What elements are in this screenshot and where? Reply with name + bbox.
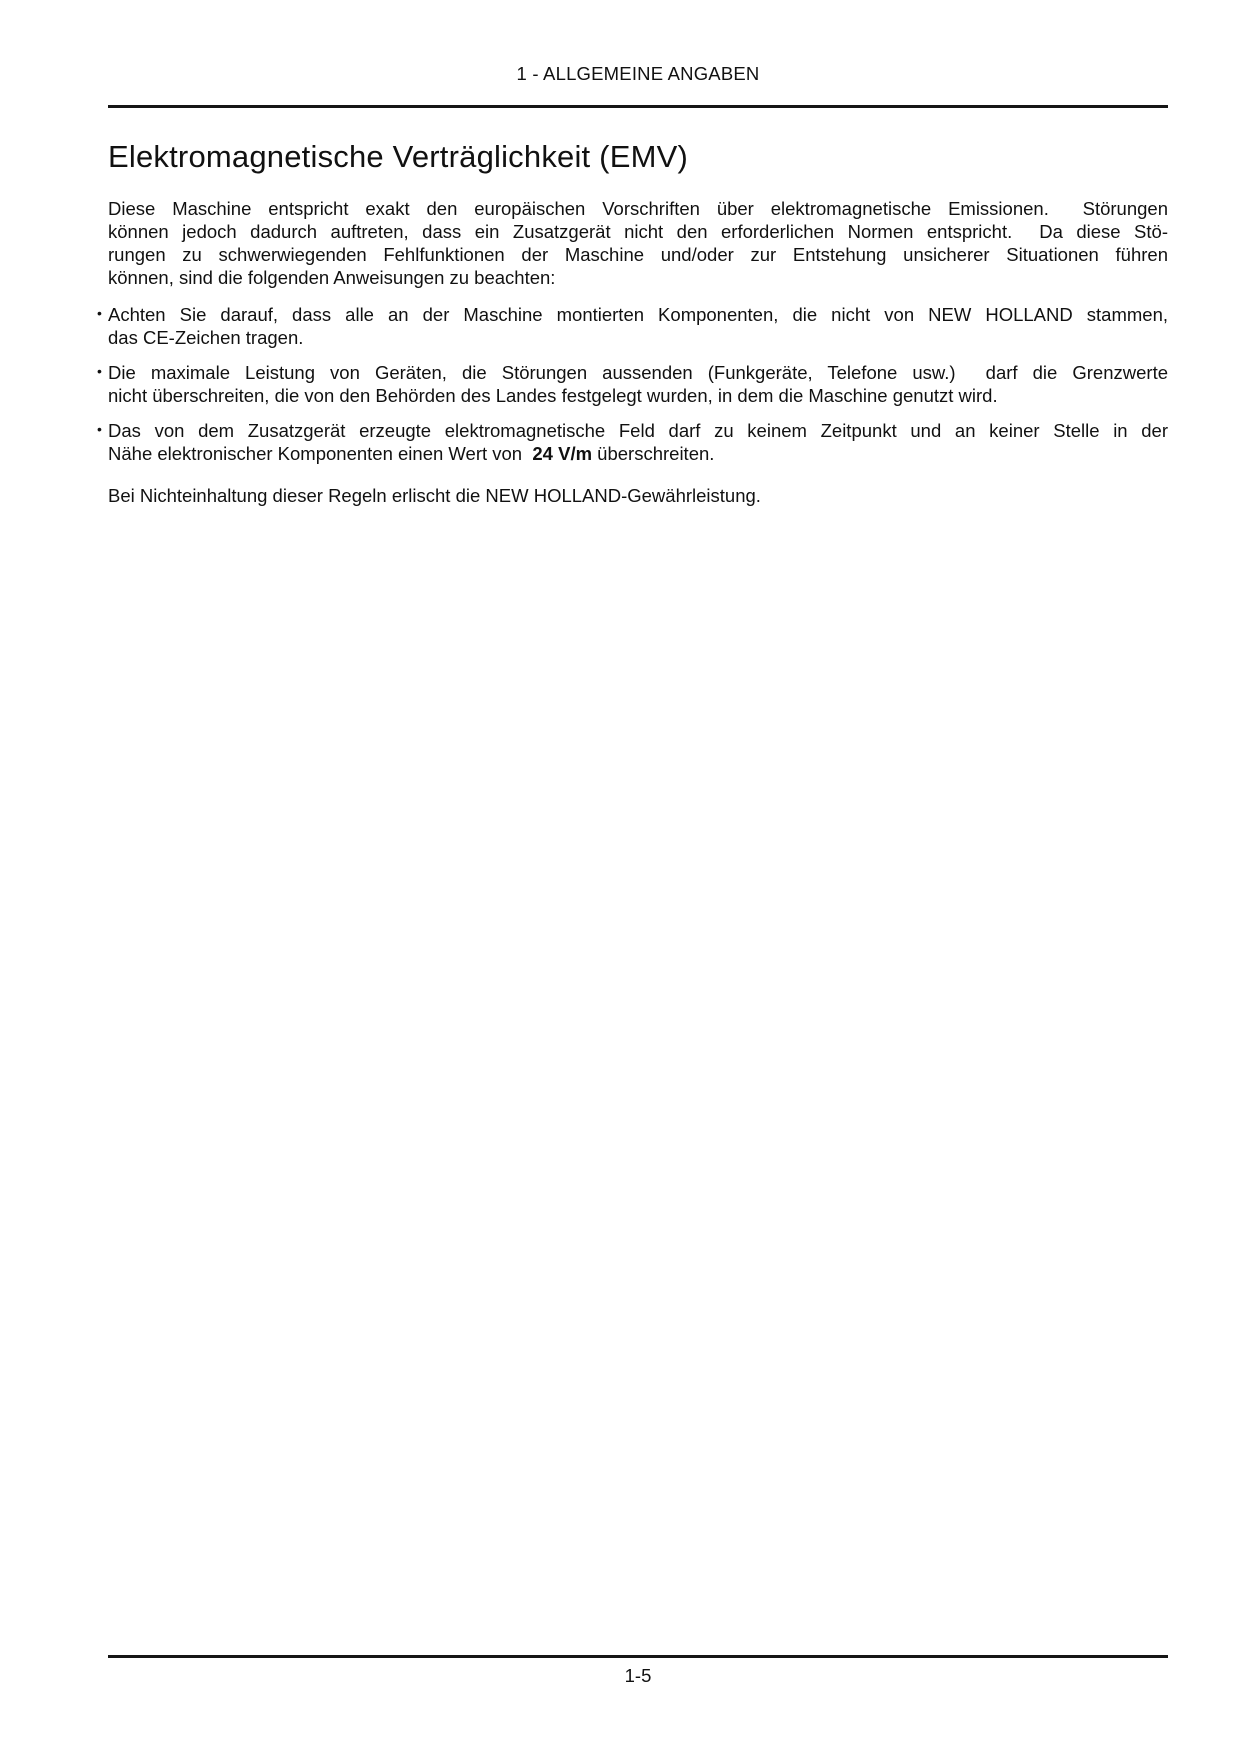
bullet-line: nicht überschreiten, die von den Behörden des Landes festgelegt wurden, in dem die Maschine genutzt wird.	[108, 385, 998, 406]
bullet-line: Das von dem Zusatzgerät erzeugte elektromagnetische Feld darf zu keinem Zeitpunkt und an keiner Stelle in der	[108, 420, 1168, 441]
intro-line: können jedoch dadurch auftreten, dass ein Zusatzgerät nicht den erforderlichen Normen entspricht. Da diese Stö-	[108, 221, 1168, 242]
bullet-item	[97, 303, 1168, 349]
bullet-line: das CE-Zeichen tragen.	[108, 327, 304, 348]
bullet-line-pre: Nähe elektronischer Komponenten einen Wert von	[108, 443, 533, 464]
page-title: Elektromagnetische Verträglichkeit (EMV)	[108, 139, 689, 174]
bullet-list	[97, 303, 1168, 465]
bullet-line-post: überschreiten.	[592, 443, 715, 464]
intro-paragraph	[108, 197, 1168, 289]
bullet-icon: •	[97, 421, 102, 437]
bullet-icon: •	[97, 363, 102, 379]
header-rule	[108, 105, 1168, 108]
running-header	[108, 0, 1168, 85]
bullet-line	[108, 442, 1168, 465]
running-header-text: 1 - ALLGEMEINE ANGABEN	[516, 63, 760, 84]
intro-line: können, sind die folgenden Anweisungen zu beachten:	[108, 267, 556, 288]
bullet-line: Achten Sie darauf, dass alle an der Maschine montierten Komponenten, die nicht von NEW HOLLAND stammen,	[108, 304, 1168, 325]
closing-paragraph: Bei Nichteinhaltung dieser Regeln erlischt die NEW HOLLAND-Gewährleistung.	[108, 485, 761, 506]
page-footer	[108, 1655, 1168, 1687]
bullet-item	[97, 361, 1168, 407]
intro-line: Diese Maschine entspricht exakt den europäischen Vorschriften über elektromagnetische Emissionen. Störungen	[108, 198, 1168, 219]
page-content	[97, 0, 1168, 507]
footer-rule	[108, 1655, 1168, 1658]
emphasized-value: 24 V/m	[532, 443, 593, 464]
bullet-icon: •	[97, 305, 102, 321]
intro-line: rungen zu schwerwiegenden Fehlfunktionen der Maschine und/oder zur Entstehung unsicherer Situationen führen	[108, 244, 1168, 265]
page-number: 1-5	[624, 1665, 652, 1686]
bullet-line: Die maximale Leistung von Geräten, die Störungen aussenden (Funkgeräte, Telefone usw.) darf die Grenzwerte	[108, 362, 1168, 383]
bullet-item	[97, 419, 1168, 465]
